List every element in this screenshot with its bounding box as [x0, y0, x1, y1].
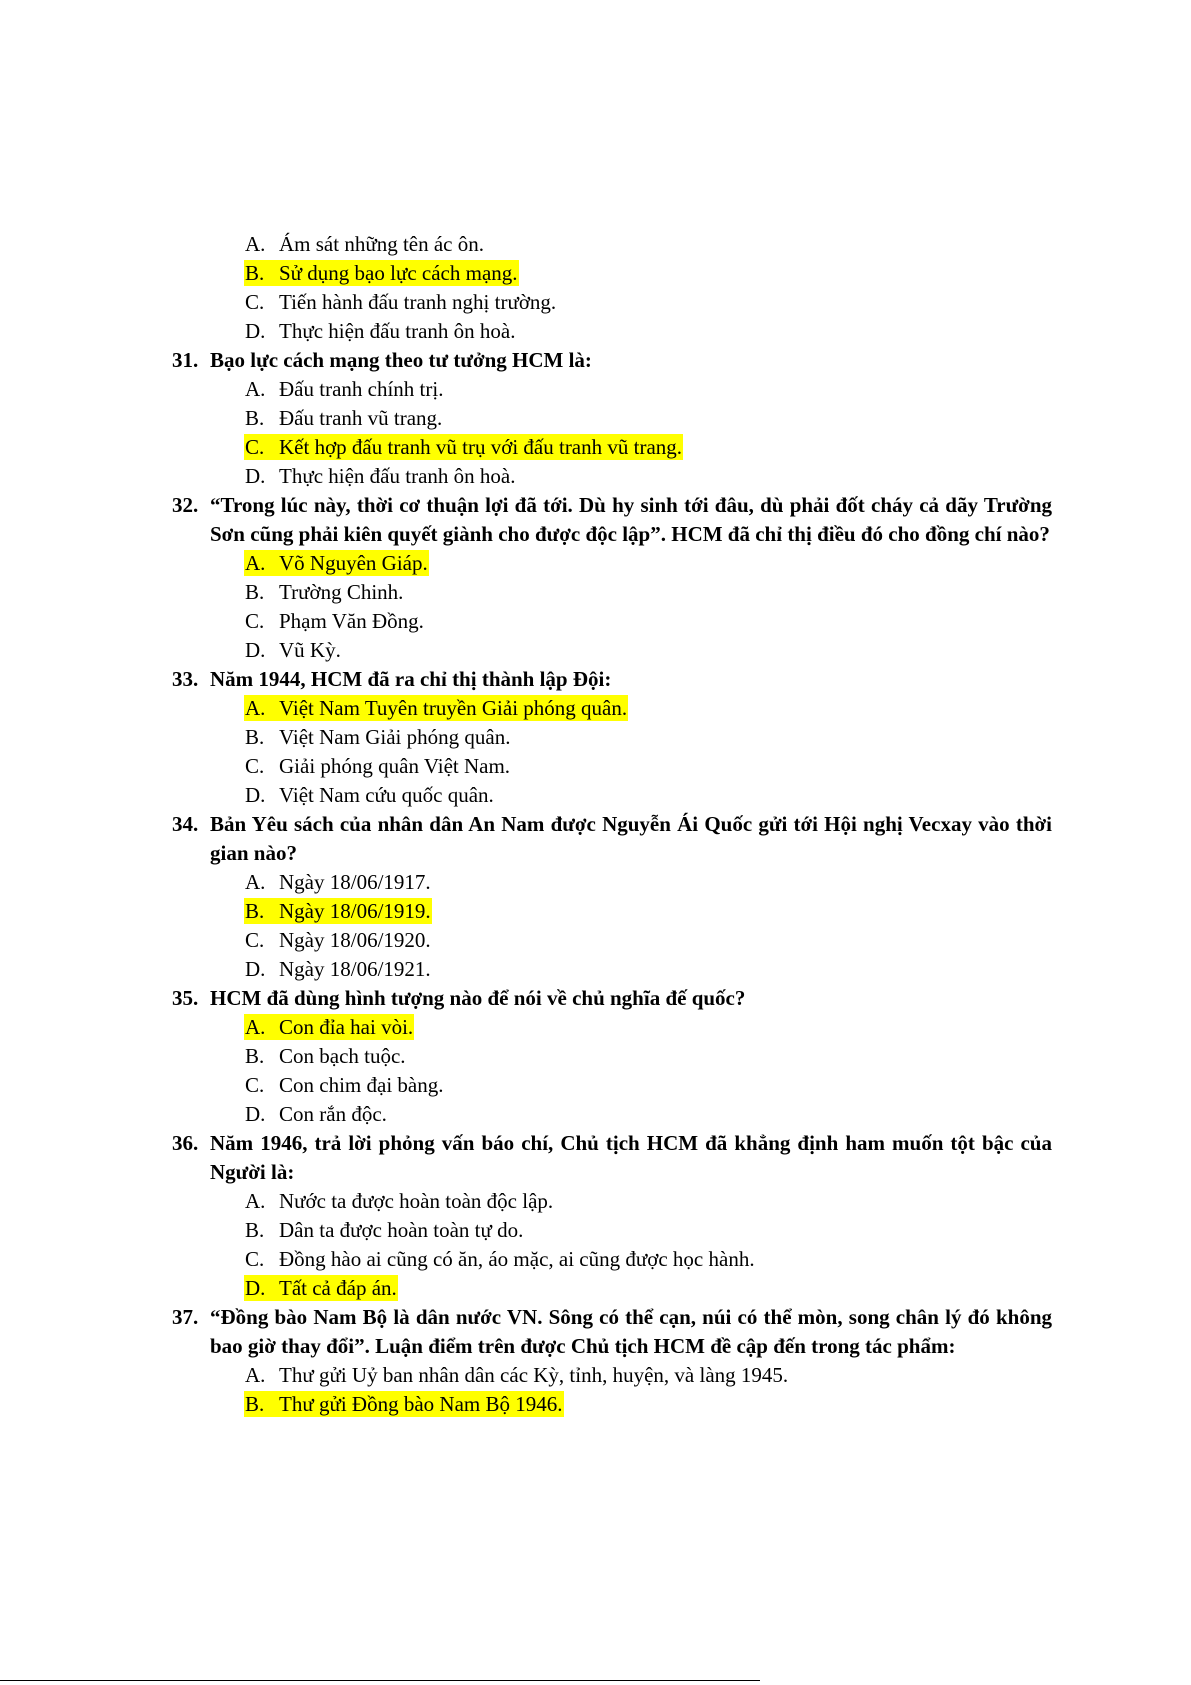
answer-option [172, 462, 1052, 491]
answer-option [172, 375, 1052, 404]
option-letter: D. [245, 464, 266, 488]
option-letter: D. [245, 1276, 266, 1300]
answer-option [172, 636, 1052, 665]
option-letter: B. [245, 725, 265, 749]
option-text: Thư gửi Uỷ ban nhân dân các Kỳ, tỉnh, huyện, và làng 1945. [279, 1363, 789, 1387]
answer-option [172, 578, 1052, 607]
answer-option-correct [172, 694, 1052, 723]
question [172, 665, 1052, 694]
option-letter: B. [245, 1392, 265, 1416]
question-text: Bạo lực cách mạng theo tư tưởng HCM là: [210, 348, 592, 372]
answer-body [244, 289, 557, 315]
option-letter: A. [245, 377, 266, 401]
answer-highlight [244, 260, 519, 286]
option-text: Con rắn độc. [279, 1102, 387, 1126]
answer-option [172, 607, 1052, 636]
answer-option [172, 752, 1052, 781]
option-text: Dân ta được hoàn toàn tự do. [279, 1218, 524, 1242]
answer-option [172, 230, 1052, 259]
option-text: Con bạch tuộc. [279, 1044, 406, 1068]
option-letter: A. [245, 1189, 266, 1213]
answer-body [244, 956, 432, 982]
option-text: Việt Nam Giải phóng quân. [279, 725, 511, 749]
option-letter: A. [245, 870, 266, 894]
option-letter: C. [245, 928, 265, 952]
answer-body [244, 579, 404, 605]
answer-highlight [244, 1275, 398, 1301]
option-letter: B. [245, 1044, 265, 1068]
option-letter: C. [245, 1247, 265, 1271]
answer-highlight [244, 550, 429, 576]
answer-option-correct [172, 1390, 1052, 1419]
question-text: HCM đã dùng hình tượng nào để nói về chủ nghĩa đế quốc? [210, 986, 746, 1010]
option-letter: B. [245, 1218, 265, 1242]
option-text: Con đỉa hai vòi. [279, 1015, 414, 1039]
question-text: Năm 1946, trả lời phỏng vấn báo chí, Chủ tịch HCM đã khẳng định ham muốn tột bậc của Người là: [210, 1131, 1052, 1184]
option-letter: D. [245, 957, 266, 981]
answer-body [244, 1362, 789, 1388]
answer-option-correct [172, 549, 1052, 578]
answer-body [244, 376, 444, 402]
option-text: Đấu tranh chính trị. [279, 377, 444, 401]
question-number: 34. [172, 812, 199, 836]
question-number: 35. [172, 986, 199, 1010]
answer-option [172, 1187, 1052, 1216]
answer-body [244, 405, 443, 431]
option-letter: C. [245, 609, 265, 633]
answer-body [244, 1072, 444, 1098]
option-letter: B. [245, 580, 265, 604]
answer-option [172, 1216, 1052, 1245]
question [172, 984, 1052, 1013]
answer-option [172, 781, 1052, 810]
option-text: Thực hiện đấu tranh ôn hoà. [279, 319, 516, 343]
option-text: Ám sát những tên ác ôn. [279, 232, 485, 256]
answer-body [244, 1188, 554, 1214]
question-text: “Trong lúc này, thời cơ thuận lợi đã tới. Dù hy sinh tới đâu, dù phải đốt cháy cả dãy Trường Sơn cũng phải kiên quyết giành cho được độc lập”. HCM đã chỉ thị điều đó cho đồng chí nào? [210, 493, 1052, 546]
option-letter: A. [245, 1015, 266, 1039]
option-letter: C. [245, 754, 265, 778]
answer-highlight [244, 1391, 564, 1417]
answer-highlight [244, 434, 683, 460]
answer-highlight [244, 1014, 414, 1040]
option-text: Thực hiện đấu tranh ôn hoà. [279, 464, 516, 488]
answer-option-correct [172, 1013, 1052, 1042]
answer-option-correct [172, 1274, 1052, 1303]
answer-option [172, 288, 1052, 317]
question-number: 33. [172, 667, 199, 691]
answer-option [172, 1042, 1052, 1071]
question [172, 491, 1052, 549]
option-letter: D. [245, 638, 266, 662]
answer-option [172, 868, 1052, 897]
question [172, 346, 1052, 375]
answer-body [244, 1246, 756, 1272]
option-letter: C. [245, 290, 265, 314]
question-number: 31. [172, 348, 199, 372]
option-text: Đồng hào ai cũng có ăn, áo mặc, ai cũng được học hành. [279, 1247, 755, 1271]
option-text: Con chim đại bàng. [279, 1073, 444, 1097]
option-letter: A. [245, 696, 266, 720]
option-text: Giải phóng quân Việt Nam. [279, 754, 511, 778]
answer-body [244, 1101, 388, 1127]
answer-highlight [244, 695, 628, 721]
option-letter: C. [245, 435, 265, 459]
option-text: Nước ta được hoàn toàn độc lập. [279, 1189, 554, 1213]
quiz-content [172, 230, 1052, 1419]
answer-option [172, 1361, 1052, 1390]
answer-option [172, 955, 1052, 984]
question [172, 810, 1052, 868]
option-text: Ngày 18/06/1917. [279, 870, 431, 894]
option-text: Tiến hành đấu tranh nghị trường. [279, 290, 557, 314]
option-text: Kết hợp đấu tranh vũ trụ với đấu tranh vũ trang. [279, 435, 683, 459]
question-number: 36. [172, 1131, 199, 1155]
option-letter: B. [245, 406, 265, 430]
option-letter: B. [245, 899, 265, 923]
answer-body [244, 724, 511, 750]
answer-option-correct [172, 433, 1052, 462]
question-number: 37. [172, 1305, 199, 1329]
answer-option [172, 723, 1052, 752]
answer-option [172, 1100, 1052, 1129]
option-text: Đấu tranh vũ trang. [279, 406, 443, 430]
option-text: Việt Nam Tuyên truyền Giải phóng quân. [279, 696, 628, 720]
option-letter: A. [245, 232, 266, 256]
option-letter: A. [245, 551, 266, 575]
option-text: Thư gửi Đồng bào Nam Bộ 1946. [279, 1392, 563, 1416]
option-letter: A. [245, 1363, 266, 1387]
option-text: Võ Nguyên Giáp. [279, 551, 428, 575]
option-letter: D. [245, 1102, 266, 1126]
answer-body [244, 1217, 524, 1243]
option-text: Ngày 18/06/1920. [279, 928, 431, 952]
option-letter: D. [245, 319, 266, 343]
answer-body [244, 753, 511, 779]
option-text: Trường Chinh. [279, 580, 404, 604]
option-letter: B. [245, 261, 265, 285]
answer-option [172, 404, 1052, 433]
option-letter: D. [245, 783, 266, 807]
answer-body [244, 608, 425, 634]
answer-option [172, 1245, 1052, 1274]
question-text: “Đồng bào Nam Bộ là dân nước VN. Sông có thể cạn, núi có thể mòn, song chân lý đó không bao giờ thay đổi”. Luận điểm trên được Chủ tịch HCM đề cập đến trong tác phẩm: [210, 1305, 1052, 1358]
option-text: Sử dụng bạo lực cách mạng. [279, 261, 518, 285]
answer-body [244, 927, 432, 953]
answer-highlight [244, 898, 432, 924]
option-text: Ngày 18/06/1921. [279, 957, 431, 981]
question-text: Bản Yêu sách của nhân dân An Nam được Nguyễn Ái Quốc gửi tới Hội nghị Vecxay vào thời gian nào? [210, 812, 1052, 865]
answer-body [244, 1043, 407, 1069]
answer-option-correct [172, 897, 1052, 926]
option-text: Phạm Văn Đồng. [279, 609, 424, 633]
answer-option-correct [172, 259, 1052, 288]
question [172, 1129, 1052, 1187]
footer-divider [0, 1680, 760, 1681]
answer-body [244, 637, 342, 663]
answer-option [172, 1071, 1052, 1100]
option-text: Việt Nam cứu quốc quân. [279, 783, 494, 807]
question [172, 1303, 1052, 1361]
answer-body [244, 231, 485, 257]
answer-option [172, 317, 1052, 346]
option-text: Ngày 18/06/1919. [279, 899, 431, 923]
answer-option [172, 926, 1052, 955]
option-letter: C. [245, 1073, 265, 1097]
question-number: 32. [172, 493, 199, 517]
option-text: Tất cả đáp án. [279, 1276, 397, 1300]
question-text: Năm 1944, HCM đã ra chỉ thị thành lập Đội: [210, 667, 612, 691]
answer-body [244, 463, 516, 489]
answer-body [244, 318, 516, 344]
answer-body [244, 869, 432, 895]
answer-body [244, 782, 495, 808]
option-text: Vũ Kỳ. [279, 638, 341, 662]
